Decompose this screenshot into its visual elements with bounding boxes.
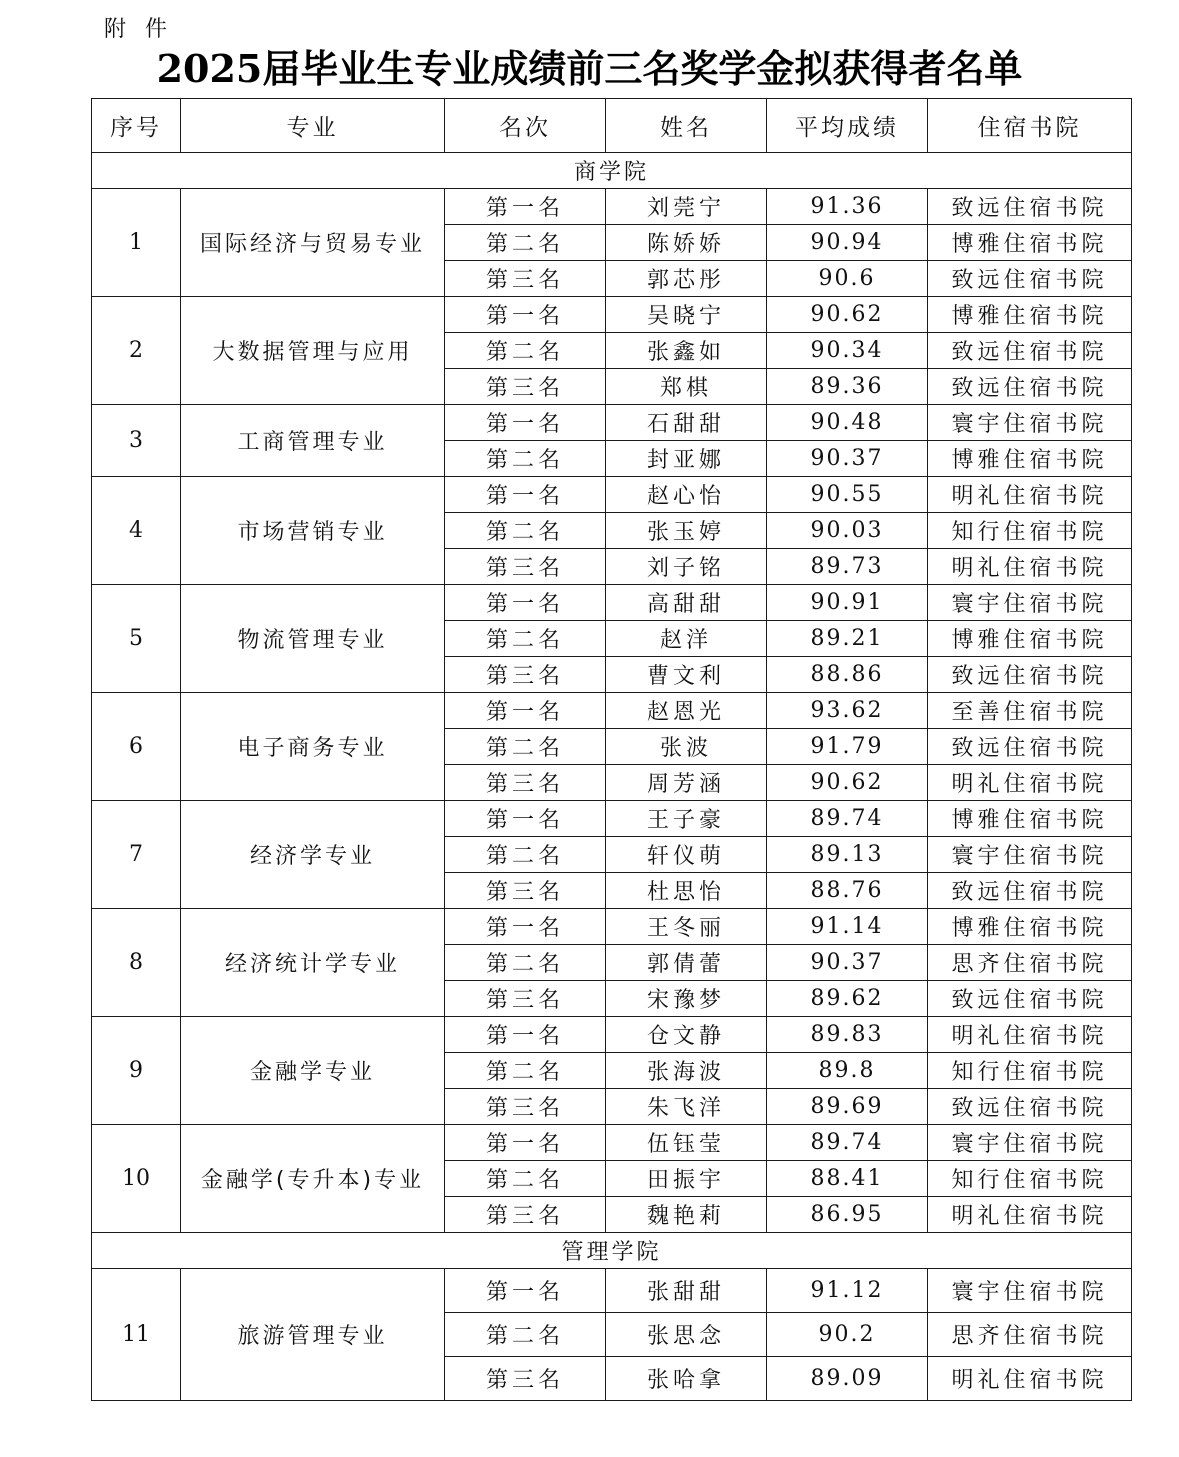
cell-rank: 第二名 <box>445 945 606 981</box>
table-row <box>92 909 1132 945</box>
cell-rank: 第一名 <box>445 1017 606 1053</box>
cell-rank: 第一名 <box>445 909 606 945</box>
cell-seq: 2 <box>92 297 181 405</box>
cell-score: 90.91 <box>767 585 928 621</box>
cell-seq: 4 <box>92 477 181 585</box>
cell-name: 张甜甜 <box>606 1269 767 1313</box>
cell-score: 89.09 <box>767 1357 928 1401</box>
cell-name: 曹文利 <box>606 657 767 693</box>
cell-name: 高甜甜 <box>606 585 767 621</box>
section-row <box>92 1233 1132 1269</box>
cell-college: 博雅住宿书院 <box>928 621 1132 657</box>
cell-name: 张思念 <box>606 1313 767 1357</box>
cell-name: 仓文静 <box>606 1017 767 1053</box>
header-name: 姓名 <box>606 99 767 153</box>
cell-college: 致远住宿书院 <box>928 369 1132 405</box>
cell-major: 国际经济与贸易专业 <box>181 189 445 297</box>
cell-score: 88.41 <box>767 1161 928 1197</box>
cell-college: 致远住宿书院 <box>928 657 1132 693</box>
cell-major: 电子商务专业 <box>181 693 445 801</box>
cell-score: 90.6 <box>767 261 928 297</box>
cell-college: 知行住宿书院 <box>928 1161 1132 1197</box>
cell-score: 89.73 <box>767 549 928 585</box>
cell-rank: 第三名 <box>445 981 606 1017</box>
cell-rank: 第二名 <box>445 1161 606 1197</box>
cell-score: 91.36 <box>767 189 928 225</box>
cell-name: 陈娇娇 <box>606 225 767 261</box>
cell-rank: 第一名 <box>445 405 606 441</box>
cell-college: 思齐住宿书院 <box>928 945 1132 981</box>
cell-rank: 第二名 <box>445 441 606 477</box>
cell-score: 90.37 <box>767 945 928 981</box>
cell-college: 博雅住宿书院 <box>928 909 1132 945</box>
cell-name: 张海波 <box>606 1053 767 1089</box>
cell-score: 89.83 <box>767 1017 928 1053</box>
cell-name: 朱飞洋 <box>606 1089 767 1125</box>
cell-score: 89.69 <box>767 1089 928 1125</box>
cell-name: 田振宇 <box>606 1161 767 1197</box>
cell-seq: 7 <box>92 801 181 909</box>
cell-major: 大数据管理与应用 <box>181 297 445 405</box>
cell-seq: 10 <box>92 1125 181 1233</box>
cell-rank: 第三名 <box>445 765 606 801</box>
cell-score: 90.2 <box>767 1313 928 1357</box>
cell-rank: 第一名 <box>445 585 606 621</box>
cell-college: 明礼住宿书院 <box>928 1357 1132 1401</box>
cell-college: 致远住宿书院 <box>928 873 1132 909</box>
cell-college: 至善住宿书院 <box>928 693 1132 729</box>
cell-college: 博雅住宿书院 <box>928 297 1132 333</box>
cell-name: 封亚娜 <box>606 441 767 477</box>
cell-college: 明礼住宿书院 <box>928 549 1132 585</box>
cell-rank: 第三名 <box>445 261 606 297</box>
cell-rank: 第一名 <box>445 1269 606 1313</box>
cell-rank: 第三名 <box>445 369 606 405</box>
cell-name: 郭倩蕾 <box>606 945 767 981</box>
cell-name: 王冬丽 <box>606 909 767 945</box>
cell-score: 90.48 <box>767 405 928 441</box>
cell-score: 91.12 <box>767 1269 928 1313</box>
header-college: 住宿书院 <box>928 99 1132 153</box>
cell-score: 91.79 <box>767 729 928 765</box>
header-rank: 名次 <box>445 99 606 153</box>
cell-rank: 第三名 <box>445 1197 606 1233</box>
cell-score: 90.34 <box>767 333 928 369</box>
cell-rank: 第一名 <box>445 1125 606 1161</box>
cell-name: 张玉婷 <box>606 513 767 549</box>
cell-name: 刘莞宁 <box>606 189 767 225</box>
cell-score: 90.62 <box>767 297 928 333</box>
cell-college: 博雅住宿书院 <box>928 801 1132 837</box>
cell-rank: 第三名 <box>445 1357 606 1401</box>
cell-name: 张鑫如 <box>606 333 767 369</box>
cell-name: 郭芯彤 <box>606 261 767 297</box>
cell-college: 思齐住宿书院 <box>928 1313 1132 1357</box>
cell-score: 89.21 <box>767 621 928 657</box>
cell-name: 魏艳莉 <box>606 1197 767 1233</box>
cell-name: 张哈拿 <box>606 1357 767 1401</box>
cell-major: 物流管理专业 <box>181 585 445 693</box>
cell-name: 赵洋 <box>606 621 767 657</box>
table-row <box>92 405 1132 441</box>
cell-major: 金融学(专升本)专业 <box>181 1125 445 1233</box>
attachment-label: 附 件 <box>104 17 173 42</box>
cell-seq: 1 <box>92 189 181 297</box>
cell-college: 致远住宿书院 <box>928 333 1132 369</box>
cell-college: 寰宇住宿书院 <box>928 585 1132 621</box>
cell-rank: 第三名 <box>445 657 606 693</box>
cell-seq: 8 <box>92 909 181 1017</box>
cell-rank: 第二名 <box>445 729 606 765</box>
cell-college: 致远住宿书院 <box>928 981 1132 1017</box>
cell-seq: 6 <box>92 693 181 801</box>
table-row <box>92 477 1132 513</box>
cell-college: 致远住宿书院 <box>928 1089 1132 1125</box>
cell-score: 90.62 <box>767 765 928 801</box>
section-title: 商学院 <box>92 153 1132 189</box>
cell-score: 89.36 <box>767 369 928 405</box>
section-title: 管理学院 <box>92 1233 1132 1269</box>
cell-college: 博雅住宿书院 <box>928 225 1132 261</box>
cell-rank: 第三名 <box>445 873 606 909</box>
cell-college: 知行住宿书院 <box>928 1053 1132 1089</box>
section-row <box>92 153 1132 189</box>
cell-rank: 第二名 <box>445 333 606 369</box>
cell-college: 寰宇住宿书院 <box>928 837 1132 873</box>
cell-college: 致远住宿书院 <box>928 729 1132 765</box>
cell-college: 致远住宿书院 <box>928 261 1132 297</box>
cell-name: 石甜甜 <box>606 405 767 441</box>
cell-college: 知行住宿书院 <box>928 513 1132 549</box>
cell-major: 金融学专业 <box>181 1017 445 1125</box>
cell-name: 刘子铭 <box>606 549 767 585</box>
cell-rank: 第二名 <box>445 1313 606 1357</box>
cell-rank: 第二名 <box>445 621 606 657</box>
cell-rank: 第一名 <box>445 297 606 333</box>
cell-rank: 第二名 <box>445 225 606 261</box>
cell-name: 宋豫梦 <box>606 981 767 1017</box>
table-row <box>92 1125 1132 1161</box>
cell-rank: 第二名 <box>445 837 606 873</box>
cell-name: 赵心怡 <box>606 477 767 513</box>
header-major: 专业 <box>181 99 445 153</box>
cell-rank: 第一名 <box>445 693 606 729</box>
cell-college: 明礼住宿书院 <box>928 765 1132 801</box>
page-title: 2025届毕业生专业成绩前三名奖学金拟获得者名单 <box>156 46 1023 91</box>
cell-name: 赵恩光 <box>606 693 767 729</box>
cell-score: 90.94 <box>767 225 928 261</box>
cell-name: 杜思怡 <box>606 873 767 909</box>
cell-name: 周芳涵 <box>606 765 767 801</box>
scholarship-table <box>91 98 1132 1401</box>
cell-name: 张波 <box>606 729 767 765</box>
cell-major: 旅游管理专业 <box>181 1269 445 1401</box>
cell-college: 寰宇住宿书院 <box>928 1269 1132 1313</box>
table-row <box>92 693 1132 729</box>
cell-major: 经济学专业 <box>181 801 445 909</box>
cell-score: 89.62 <box>767 981 928 1017</box>
cell-name: 伍钰莹 <box>606 1125 767 1161</box>
cell-score: 88.86 <box>767 657 928 693</box>
cell-seq: 5 <box>92 585 181 693</box>
table-row <box>92 801 1132 837</box>
table-row <box>92 585 1132 621</box>
cell-score: 90.03 <box>767 513 928 549</box>
cell-name: 郑棋 <box>606 369 767 405</box>
cell-name: 吴晓宁 <box>606 297 767 333</box>
cell-rank: 第一名 <box>445 189 606 225</box>
cell-rank: 第二名 <box>445 1053 606 1089</box>
header-seq: 序号 <box>92 99 181 153</box>
cell-score: 93.62 <box>767 693 928 729</box>
cell-name: 轩仪萌 <box>606 837 767 873</box>
table-row <box>92 1269 1132 1313</box>
header-score: 平均成绩 <box>767 99 928 153</box>
cell-college: 寰宇住宿书院 <box>928 1125 1132 1161</box>
table-body <box>92 153 1132 1401</box>
cell-score: 90.55 <box>767 477 928 513</box>
cell-score: 88.76 <box>767 873 928 909</box>
cell-rank: 第二名 <box>445 513 606 549</box>
cell-college: 明礼住宿书院 <box>928 1197 1132 1233</box>
cell-major: 工商管理专业 <box>181 405 445 477</box>
cell-college: 明礼住宿书院 <box>928 477 1132 513</box>
table-row <box>92 297 1132 333</box>
cell-rank: 第三名 <box>445 1089 606 1125</box>
cell-rank: 第一名 <box>445 801 606 837</box>
cell-college: 博雅住宿书院 <box>928 441 1132 477</box>
cell-rank: 第一名 <box>445 477 606 513</box>
cell-rank: 第三名 <box>445 549 606 585</box>
table-row <box>92 189 1132 225</box>
cell-score: 86.95 <box>767 1197 928 1233</box>
cell-college: 致远住宿书院 <box>928 189 1132 225</box>
cell-score: 90.37 <box>767 441 928 477</box>
table-header-row <box>92 99 1132 153</box>
cell-major: 市场营销专业 <box>181 477 445 585</box>
table-row <box>92 1017 1132 1053</box>
cell-score: 89.74 <box>767 801 928 837</box>
cell-score: 91.14 <box>767 909 928 945</box>
cell-seq: 3 <box>92 405 181 477</box>
cell-seq: 11 <box>92 1269 181 1401</box>
cell-college: 寰宇住宿书院 <box>928 405 1132 441</box>
cell-name: 王子豪 <box>606 801 767 837</box>
cell-major: 经济统计学专业 <box>181 909 445 1017</box>
cell-college: 明礼住宿书院 <box>928 1017 1132 1053</box>
cell-seq: 9 <box>92 1017 181 1125</box>
cell-score: 89.74 <box>767 1125 928 1161</box>
cell-score: 89.8 <box>767 1053 928 1089</box>
cell-score: 89.13 <box>767 837 928 873</box>
